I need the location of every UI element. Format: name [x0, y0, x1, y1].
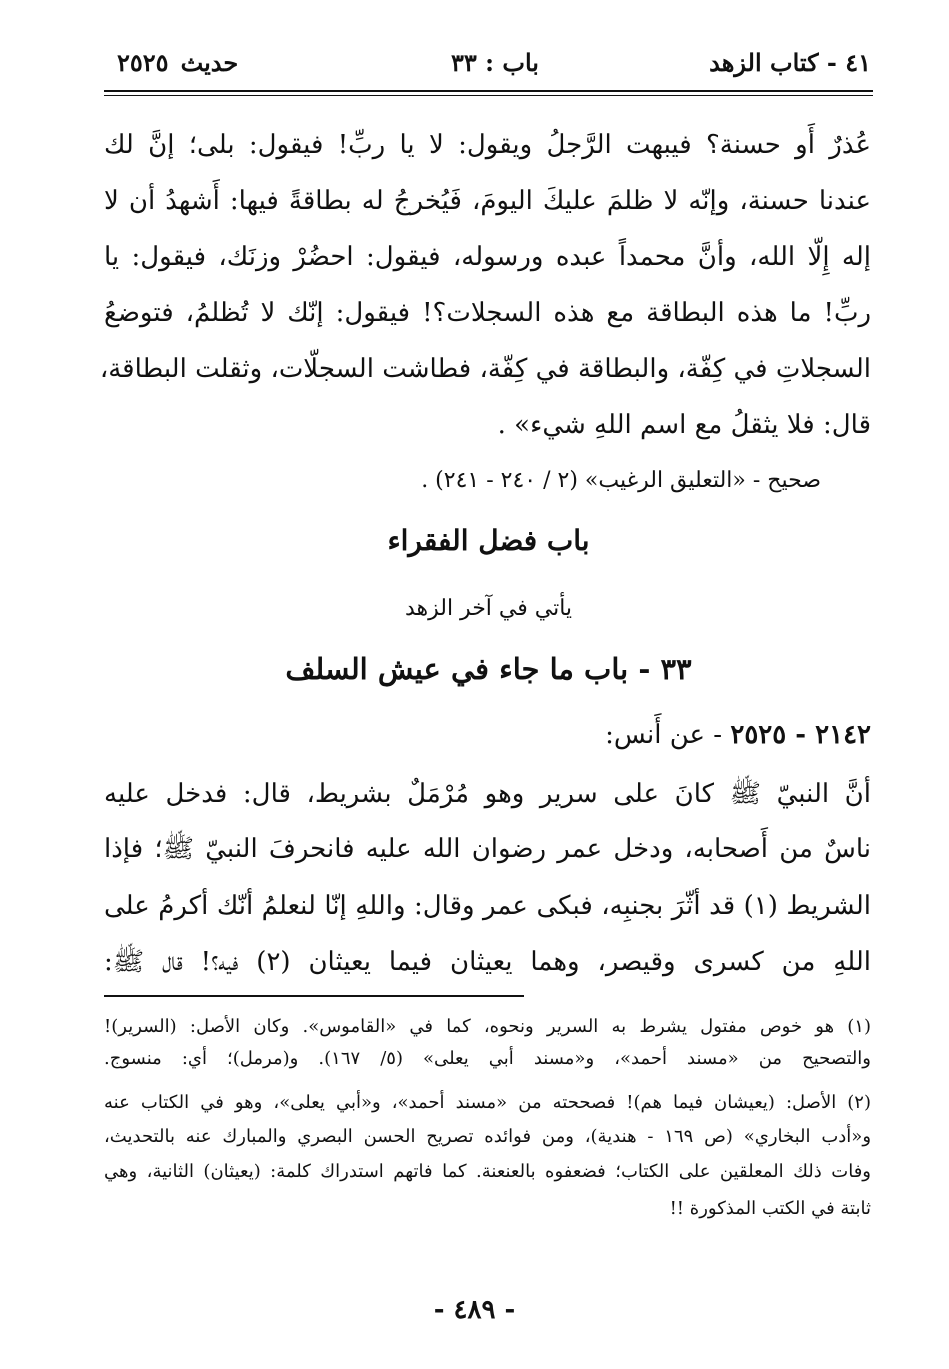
footnote-rule — [104, 995, 524, 997]
header-rule — [104, 90, 873, 92]
body-line: ربِّ! ما هذه البطاقة مع هذه السجلات؟! فيقول: إنّك لا تُظلمُ، فتوضعُ — [104, 298, 871, 328]
section-note: يأتي في آخر الزهد — [404, 596, 573, 621]
hadith-line: ناسٌ من أَصحابه، ودخل عمر رضوان الله عليه فانحرفَ النبيّ ﷺ؛ فإذا — [104, 834, 871, 864]
footnote-line: ثابتة في الكتب المذكورة !! — [669, 1198, 871, 1219]
footnote-line: والتصحيح من «مسند أحمد»، و«مسند أبي يعلى» (٥/ ١٦٧). و(مرمل)؛ أي: منسوج. — [104, 1048, 871, 1069]
section-title: باب فضل الفقراء — [387, 524, 590, 557]
running-header-hadith — [105, 48, 238, 88]
source-note: صحيح - «التعليق الرغيب» (٢ / ٢٤٠ - ٢٤١) . — [421, 468, 821, 493]
body-line: عندنا حسنة، وإنّه لا ظلمَ عليكَ اليومَ، فَيُخرجُ له بطاقةً فيها: أَشهدُ أن لا — [104, 186, 871, 216]
hadith-line: أنَّ النبيّ ﷺ كانَ على سرير وهو مُرْمَلٌ بشريط، قال: فدخل عليه — [104, 779, 871, 809]
hadith-intro — [605, 720, 871, 750]
footnote-line: وفات ذلك المعلقين على الكتاب؛ فضعفوه بالعنعنة. كما فاتهم استدراك كلمة: (يعيثان) الثانية، وهي — [104, 1161, 871, 1182]
hadith-line: اللهِ من كسرى وقيصر، وهما يعيثان فيما يعيثان (٢) فيه؟! قال ﷺ: — [104, 947, 871, 977]
body-line: قال: فلا يثقلُ مع اسم اللهِ شيء» . — [497, 410, 871, 440]
footnote-line: (٢) الأصل: (يعيشان فيما هم)! فصححته من «مسند أحمد»، و«أبي يعلى»، وهو في الكتاب عنه — [104, 1092, 871, 1113]
body-line: إله إِلّا الله، وأنَّ محمداً عبده ورسوله، فيقول: احضُرْ وزنَك، فيقول: يا — [104, 242, 871, 272]
body-line: السجلاتِ في كِفّة، والبطاقة في كِفّة، فطاشت السجلّات، وثقلت البطاقة، — [99, 354, 871, 384]
body-line: عُذرٌ أَو حسنة؟ فيبهت الرَّجلُ ويقول: لا يا ربِّ! فيقول: بلى؛ إنَّ لك — [104, 130, 871, 160]
hadith-line: الشريط (١) قد أثّرَ بجنبِه، فبكى عمر وقال: واللهِ إنّا لنعلمُ أنّك أكرمُ على — [104, 891, 871, 921]
hadith-number: ٢٥٢٥ — [117, 48, 169, 77]
header-rule-thin — [104, 95, 873, 96]
hadith-label: حديث — [180, 48, 239, 77]
running-header-chapter: ٤١ - كتاب الزهد — [709, 48, 871, 77]
footnote-line: و«أدب البخاري» (ص ١٦٩ - هندية)، ومن فوائده تصريح الحسن البصري والمبارك عنه بالتحديث، — [104, 1126, 872, 1147]
page-number: - ٤٨٩ - — [433, 1295, 516, 1325]
hadith-narrator: - عن أَنس: — [605, 720, 731, 750]
running-header-bab: باب : ٣٣ — [451, 48, 539, 77]
hadith-numbers: ٢١٤٢ - ٢٥٢٥ — [730, 720, 871, 750]
chapter-title: ٣٣ - باب ما جاء في عيش السلف — [285, 652, 692, 686]
footnote-line: (١) هو خوص مفتول يشرط به السرير ونحوه، كما في «القاموس». وكان الأصل: (السرير)! — [104, 1016, 871, 1037]
